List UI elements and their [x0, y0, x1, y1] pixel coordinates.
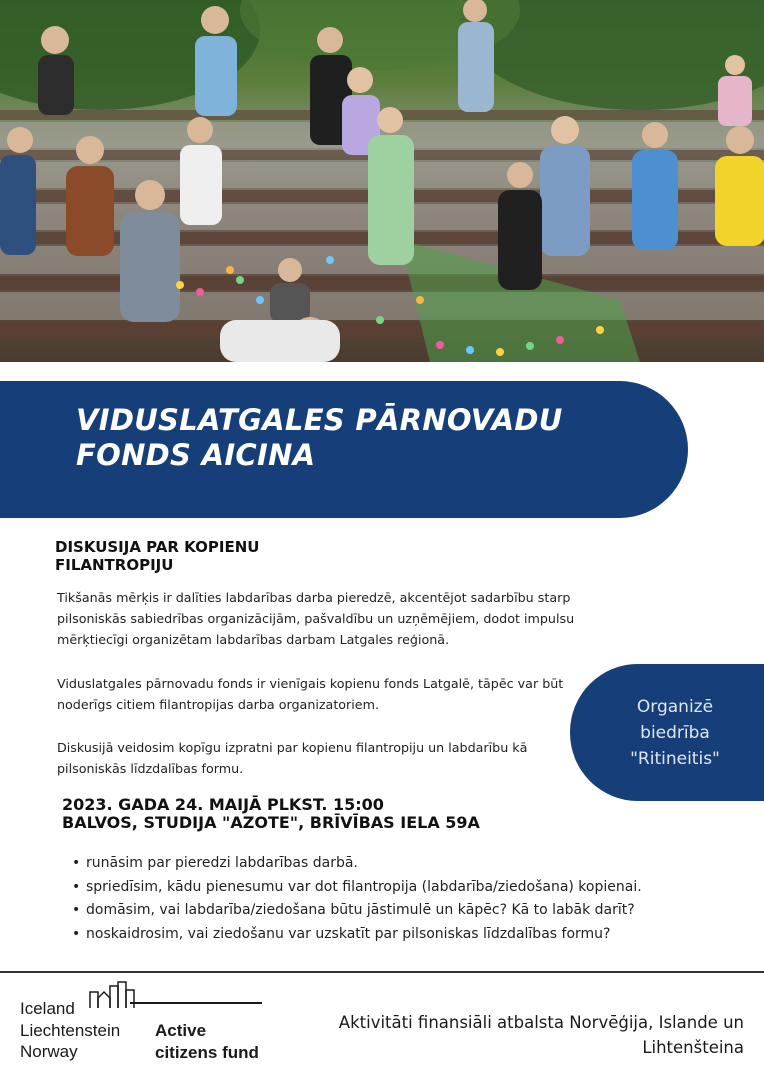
list-item — [72, 923, 712, 947]
eea-grants-logo — [20, 980, 280, 1070]
organizer-line: Organizē — [636, 697, 714, 717]
logo-rule — [130, 1002, 262, 1004]
list-item-text: domāsim, vai labdarība/ziedošana būtu jāstimulē un kāpēc? Kā to labāk darīt? — [86, 902, 635, 918]
fund-name-line: Active — [155, 1021, 207, 1040]
organizer-badge — [570, 664, 764, 801]
list-item-text: noskaidrosim, vai ziedošanu var uzskatīt par pilsoniskas līdzdalības formu? — [86, 925, 611, 942]
organizer-line: "Ritineitis" — [630, 749, 720, 769]
bullet-dot-icon: • — [72, 855, 81, 871]
photo-illustration — [0, 0, 764, 362]
list-item-text: runāsim par pieredzi labdarības darbā. — [86, 855, 358, 871]
bullet-dot-icon: • — [72, 925, 81, 942]
bullet-dot-icon: • — [72, 902, 81, 918]
country-name: Iceland — [20, 999, 75, 1018]
agenda-list — [72, 852, 712, 946]
event-datetime: 2023. GADA 24. MAIJĀ PLKST. 15:00 — [62, 795, 384, 814]
logo-countries — [20, 998, 120, 1063]
event-subtitle: DISKUSIJA PAR KOPIENU FILANTROPIJU — [55, 538, 260, 574]
list-item — [72, 852, 712, 876]
country-name: Norway — [20, 1042, 78, 1061]
organizer-text — [570, 694, 764, 772]
organizer-line: biedrība — [640, 723, 710, 743]
page-title: VIDUSLATGALES PĀRNOVADU FONDS AICINA — [76, 403, 563, 472]
funding-statement: Aktivitāti finansiāli atbalsta Norvēģija, Islande un Lihtenšteina — [338, 1013, 744, 1057]
bullet-dot-icon: • — [72, 878, 81, 895]
list-item-text: spriedīsim, kādu pienesumu var dot filantropija (labdarība/ziedošana) kopienai. — [86, 878, 642, 895]
intro-paragraph: Tikšanās mērķis ir dalīties labdarības darba pieredzē, akcentējot sadarbību starp pilsoniskās sabiedrības organizācijām, pašvaldību un uzņēmējiem, dodot impulsu mērķtiecīgi organizētam labdarības darbam Latgales reģionā. — [57, 590, 575, 647]
event-place: BALVOS, STUDIJA "AZOTE", BRĪVĪBAS IELA 59A — [62, 813, 480, 832]
fund-name-line: citizens fund — [155, 1042, 259, 1062]
country-name: Liechtenstein — [20, 1020, 121, 1040]
fund-paragraph: Viduslatgales pārnovadu fonds ir vienīgais kopienu fonds Latgalē, tāpēc var būt noderīgs citiem filantropijas darba organizatoriem. — [57, 676, 564, 712]
event-details — [62, 796, 622, 832]
title-banner — [0, 381, 688, 518]
list-item — [72, 876, 712, 900]
list-item — [72, 899, 712, 923]
footer-divider — [0, 971, 764, 973]
discussion-paragraph: Diskusijā veidosim kopīgu izpratni par kopienu filantropiju un labdarību kā pilsoniskās līdzdalības formu. — [57, 740, 528, 776]
event-photo — [0, 0, 764, 362]
logo-fund-name — [155, 1020, 259, 1063]
